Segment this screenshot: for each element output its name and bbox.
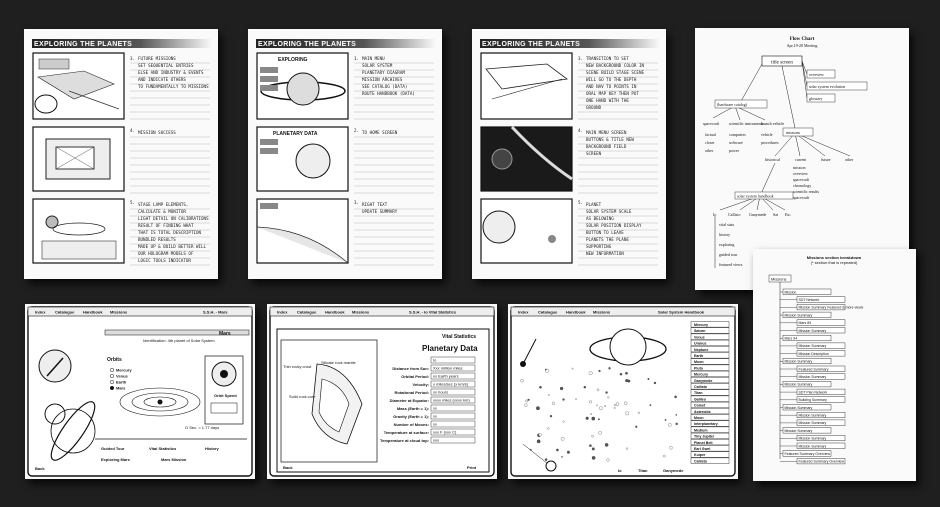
flowchart-mission-sub: spacecraft	[793, 195, 810, 200]
breakdown-node: Mars 94	[784, 336, 798, 341]
nav-index[interactable]: Index	[35, 309, 46, 315]
flowchart-handbook-child: Callisto	[728, 212, 741, 217]
planet-list-item[interactable]: Comet	[694, 403, 706, 408]
vital-row-label: Orbital Period:	[401, 374, 429, 379]
breakdown-node: Mission Summary	[784, 428, 813, 433]
storyboard-note-line: MAIN MENU	[362, 56, 385, 61]
planet-subheading: Identification: 4th planet of Solar System	[143, 338, 215, 343]
print-button[interactable]: Print	[467, 465, 477, 470]
flowchart-mission-child: current	[795, 157, 807, 162]
nav-handbook[interactable]: Handbook	[83, 309, 103, 315]
flowchart-subtitle: Apr.19-20 Meeting	[786, 43, 818, 48]
flowchart-node-launch: launch vehicle	[761, 121, 785, 126]
storyboard-note-line: BACKGROUND FIELD	[586, 144, 627, 149]
storyboard-note-line: OUR HOLOGRAM MODELS OF	[138, 251, 194, 256]
breakdown-nodes	[780, 289, 864, 464]
storyboard-1-art	[24, 29, 218, 279]
panel-label-planetary-data: PLANETARY DATA	[273, 131, 318, 137]
callout-mantle: Silicate rock mantle	[321, 360, 356, 365]
breakdown-node: Mission Summary	[798, 421, 827, 426]
orbit-speed-slider[interactable]	[211, 403, 237, 413]
storyboard-note-line: UPDATE SUMMARY	[362, 209, 398, 214]
flowchart-mission-sub: overview	[793, 171, 808, 176]
vital-row-value: xxxx miles (xxxx km)	[433, 397, 470, 403]
vital-row-label: Number of Moons:	[393, 422, 429, 427]
flowchart-handbook-child: Sat	[773, 212, 779, 217]
window-title: S.S.H. - Io Vital Statistics	[409, 309, 457, 315]
vital-row-value: xx	[433, 405, 437, 411]
panel-label-exploring: EXPLORING	[278, 57, 308, 63]
storyboard-note-line: MADE UP & BUILD BETTER WILL	[138, 244, 207, 249]
flowchart-title: Flow Chart	[789, 37, 815, 42]
window-title: Solar System Handbook	[658, 309, 705, 315]
vital-row-label: Mass (Earth = 1):	[396, 406, 429, 411]
vital-row-label: Distance from Sun:	[392, 366, 429, 371]
storyboard-note-line: ELSE AND INDUSTRY & EVENTS	[138, 70, 204, 75]
vital-row-label: Temperature at surface:	[383, 430, 429, 435]
breakdown-node: Mission Description	[798, 351, 829, 356]
vital-row-value: xx	[433, 421, 437, 427]
flowchart-handbook-sub: history	[719, 232, 731, 237]
storyboard-note-line: GROUND	[586, 105, 602, 110]
storyboard-note-line: SEE CATALOG (DATA)	[362, 84, 408, 89]
breakdown-node: Mission Summary	[784, 382, 813, 387]
storyboard-note-line: SOLAR SYSTEM	[362, 63, 393, 68]
panel-3-number: 5.	[578, 200, 584, 205]
breakdown-node: Mission Summary	[798, 413, 827, 418]
breakdown-node: Mission Summary	[784, 405, 813, 410]
callout-core: Solid rock core	[289, 394, 316, 399]
planet-list-item[interactable]: Pluto	[694, 366, 703, 371]
flowchart-node-evolution: solar system evolution	[809, 84, 845, 89]
panel-3-number: 5.	[130, 200, 136, 205]
vital-rows	[380, 357, 475, 443]
storyboard-note-line: TO HOME SCREEN	[362, 130, 398, 135]
flowchart-sub: power	[729, 148, 739, 153]
flowchart-node-instruments: scientific instruments	[729, 121, 764, 126]
breakdown-subtitle: (* section that is repeated)	[810, 260, 858, 265]
vital-row-label: Diameter at Equator:	[389, 398, 429, 403]
storyboard-note-line: RESULT OF FINDING WHAT	[138, 223, 194, 228]
storyboard-3-header: EXPLORING THE PLANETS	[482, 41, 581, 48]
storyboard-page-1[interactable]	[24, 29, 218, 279]
nav-catalogue[interactable]: Catalogue	[55, 309, 75, 315]
planet-list-item[interactable]: Asteroids	[694, 409, 711, 414]
panel-1-number: 1.	[354, 56, 360, 61]
flowchart-sub: software	[729, 140, 743, 145]
storyboard-note-line: SCREEN	[586, 151, 602, 156]
storyboard-note-line: WILL GO TO THE DEPTH	[586, 77, 637, 82]
flowchart-mission-child: historical	[765, 157, 780, 162]
breakdown-node: Mission Summary	[784, 313, 813, 318]
planet-list-item[interactable]: Moon	[694, 416, 704, 420]
vital-row-value: Xxx million miles	[433, 365, 463, 371]
flowchart-mission-sub: chronology	[793, 183, 812, 188]
panel-1-number: 3.	[578, 56, 584, 61]
flowchart-handbook-sub: featured views	[719, 262, 743, 267]
planet-list-item[interactable]: Medium	[694, 428, 708, 433]
vital-row-label: Rotational Period:	[394, 390, 429, 395]
breakdown-node: Featured Summary Overview	[798, 459, 845, 464]
flowchart-mission-child: other	[845, 157, 854, 162]
vital-row-label: Temperature at cloud top:	[379, 438, 429, 443]
planet-list-item[interactable]: Mercury	[694, 323, 708, 327]
storyboard-note-line: ROUTE HANDBOOK (DATA)	[362, 91, 415, 96]
breakdown-node: Mars 89	[798, 321, 812, 326]
mars-screen[interactable]	[25, 304, 255, 479]
link-history[interactable]: History	[205, 446, 219, 451]
planet-list-item[interactable]: Planet Belt	[694, 440, 713, 445]
breakdown-node: Mission Summary	[784, 359, 813, 364]
panel-2-number: 2.	[354, 128, 360, 133]
flowchart-sub: factual	[705, 132, 716, 137]
breakdown-node: Mission Summary	[798, 444, 827, 449]
flowchart-mission-sub: spacecraft	[793, 177, 810, 182]
vital-row-value: xx hours	[433, 389, 449, 395]
storyboard-note-line: PLANET	[586, 202, 602, 207]
panel-2-number: 4.	[130, 128, 136, 133]
storyboard-note-line: NEW BACKGROUND COLOR IN	[586, 63, 644, 68]
nav-index[interactable]: Index	[277, 309, 288, 315]
orbit-mars: Mars	[116, 385, 126, 391]
flowchart-sub: computers	[729, 132, 746, 137]
storyboard-note-line: ONE HAND WITH THE	[586, 98, 629, 103]
storyboard-note-line: BUTTONS & TITLE NEW	[586, 137, 634, 142]
nav-handbook[interactable]: Handbook	[566, 309, 586, 315]
storyboard-note-line: TO FUNDAMENTALLY TO MISSIONS	[138, 84, 209, 89]
vital-statistics-art	[267, 304, 497, 479]
breakdown-node: Mission Summary	[798, 375, 827, 379]
missions-breakdown-diagram	[753, 249, 916, 481]
breakdown-node: SDT Network	[798, 298, 820, 302]
back-button[interactable]: Back	[283, 465, 293, 470]
planet-list-item[interactable]: Venus	[694, 335, 705, 340]
planet-list-item[interactable]: Interplanetary	[694, 422, 718, 427]
storyboard-1-notes	[138, 56, 209, 263]
flowchart-handbook-child: Etc.	[785, 212, 792, 217]
flowchart-node-overview: overview	[809, 72, 824, 77]
flowchart-sub: closer	[705, 140, 715, 145]
back-button[interactable]: Back	[35, 466, 45, 471]
storyboard-note-line: SET SEQUENTIAL ENTRIES	[138, 63, 194, 68]
breakdown-root: Missions	[771, 276, 787, 282]
storyboard-note-line: RIGHT TEXT	[362, 202, 388, 207]
flowchart-handbook-sub: guided tour	[719, 252, 738, 257]
breakdown-node: Mission Summary Featured & more views	[798, 305, 864, 310]
flowchart-handbook-child: Io	[713, 212, 717, 217]
breakdown-node: Building Summary	[798, 398, 827, 403]
breakdown-node: Featured Summary Overview	[784, 452, 831, 456]
planet-list-item[interactable]: Saturn	[694, 329, 706, 334]
flowchart-node-glossary: glossary	[809, 96, 823, 101]
storyboard-note-line: AND INDICATE OTHERS	[138, 77, 186, 82]
panel-2-number: 4.	[578, 128, 584, 133]
planet-list-item[interactable]: Uranus	[694, 341, 707, 346]
planet-list-item[interactable]: Kuiper	[694, 453, 706, 458]
storyboard-note-line: PLANETS THE PLANE	[586, 237, 629, 242]
vital-row-label: Velocity:	[412, 382, 429, 387]
vital-row-value: xxx F (xxx C)	[433, 429, 457, 435]
flowchart-sub: other	[705, 148, 714, 153]
storyboard-note-line: PLANETARY DIAGRAM	[362, 70, 405, 75]
storyboard-note-line: ORAL MAP KEY THEN PUT	[586, 91, 639, 96]
nav-catalogue[interactable]: Catalogue	[538, 309, 558, 315]
flowchart-mission-child: future	[821, 157, 831, 162]
storyboard-note-line: AND NAV TO POINTS IN	[586, 84, 637, 89]
orbit-venus: Venus	[116, 373, 128, 379]
link-exploring-mars[interactable]: Exploring Mars	[101, 457, 130, 462]
storyboard-note-line: SOLAR SYSTEM SCALE	[586, 209, 632, 214]
storyboard-note-line: LIGHT DETAIL ON CALIBRATIONS	[138, 216, 209, 221]
nav-missions[interactable]: Missions	[593, 309, 611, 315]
flowchart-mission-sub: scientific results	[793, 189, 820, 194]
nav-missions[interactable]: Missions	[352, 309, 370, 315]
storyboard-2-notes	[362, 56, 415, 214]
tab-vital-statistics[interactable]: Vital Statistics	[442, 334, 477, 340]
storyboard-note-line: TRANSITION TO SET	[586, 56, 629, 61]
flowchart-node-spacecraft: spacecraft	[703, 121, 720, 126]
storyboard-note-line: STAGE LAMP ELEMENTS,	[138, 202, 189, 207]
flowchart-node-missions: missions	[786, 130, 801, 135]
storyboard-note-line: LOGIC TOOLS INDICATOR	[138, 258, 191, 263]
planet-list-item[interactable]: Titan	[694, 391, 703, 396]
storyboard-2-art	[248, 29, 442, 279]
storyboard-note-line: MAIN MENU SCREEN	[586, 130, 627, 135]
storyboard-note-line: FUTURE MISSIONS	[138, 56, 176, 61]
planet-list-item[interactable]: Galileo	[694, 397, 706, 402]
solar-handbook-art	[508, 304, 738, 479]
storyboard-1-header: EXPLORING THE PLANETS	[34, 41, 133, 48]
storyboard-3-notes	[586, 56, 644, 256]
orbit-readout: O Sec. = 1.77 days	[185, 425, 220, 430]
flowchart-handbook-sub: vital stats	[719, 222, 735, 227]
vital-row-value: Io	[433, 357, 437, 363]
orbit-speed-label: Orbit Speed	[214, 393, 237, 398]
storyboard-note-line: MISSION SUCCESS	[138, 130, 176, 135]
storyboard-note-line: CALCULATE & MONITOR	[138, 209, 186, 214]
vital-row-label: Gravity (Earth = 1):	[393, 414, 429, 419]
planet-list-item[interactable]: Callisto	[694, 459, 707, 464]
vital-row-value: x miles/sec (x km/s)	[433, 381, 469, 387]
breakdown-node: Mission Summary	[798, 344, 827, 349]
storyboard-2-header: EXPLORING THE PLANETS	[258, 41, 357, 48]
link-vital-statistics[interactable]: Vital Statistics	[149, 446, 177, 451]
flowchart-node-hardware: (hardware catalog)	[717, 102, 748, 107]
storyboard-page-2[interactable]	[248, 29, 442, 279]
bottom-ganymede[interactable]: Ganymede	[663, 468, 684, 473]
link-guided-tour[interactable]: Guided Tour	[101, 446, 125, 451]
breakdown-node: Mission	[784, 290, 797, 295]
bottom-titan[interactable]: Titan	[638, 468, 648, 473]
breakdown-node: Featured Summary	[798, 367, 829, 372]
planet-heading: Mars	[219, 331, 231, 337]
callout-crust: Thin rocky crust	[283, 364, 312, 369]
breakdown-node: Mission Summary	[798, 328, 827, 333]
nav-handbook[interactable]: Handbook	[325, 309, 345, 315]
breakdown-title: Missions section breakdown	[806, 255, 862, 260]
solar-handbook-screen[interactable]	[508, 304, 738, 479]
breakdown-node: SDT Plan Network	[798, 390, 828, 395]
breakdown-node: Mission Summary	[798, 436, 827, 441]
flowchart-handbook-child: Ganymede	[749, 212, 767, 217]
orbit-earth: Earth	[116, 379, 127, 385]
storyboard-note-line: BUNDLED RESULTS	[138, 237, 176, 242]
planet-list-item[interactable]: Tiny Jupiter	[694, 434, 715, 439]
storyboard-note-line: SOLAR POSITION DISPLAY	[586, 223, 642, 228]
flowchart-sub: procedures	[761, 140, 779, 145]
flowchart-node-handbook: solar system handbook	[737, 193, 774, 199]
planet-list-item[interactable]: Moon	[694, 360, 704, 365]
flowchart-handbook-sub: exploring	[719, 242, 735, 247]
storyboard-note-line: AS BELOWING	[586, 216, 614, 221]
storyboard-note-line: SCENE BUILD STAGE SCENE	[586, 70, 644, 75]
nav-index[interactable]: Index	[518, 309, 529, 315]
planet-list-item[interactable]: Ganymede	[694, 378, 713, 383]
storyboard-3-art	[472, 29, 666, 279]
flowchart-mission-sub: mission	[793, 165, 806, 170]
planet-list-item[interactable]: Neptune	[694, 347, 709, 352]
nav-missions[interactable]: Missions	[110, 309, 128, 315]
flowchart-sub: vehicle	[761, 132, 773, 137]
storyboard-page-3[interactable]	[472, 29, 666, 279]
window-title: S.S.H. - Mars	[203, 309, 228, 315]
panel-1-number: 3.	[130, 56, 136, 61]
mars-screen-art	[25, 304, 255, 479]
vital-row-value: xx Earth years	[433, 373, 459, 379]
missions-breakdown-page[interactable]	[753, 249, 916, 481]
storyboard-note-line: NEW INFORMATION	[586, 251, 624, 256]
vital-row-value: xxx	[433, 437, 439, 443]
panel-3-number: 3.	[354, 200, 360, 205]
storyboard-note-line: SUPPORTING	[586, 244, 612, 249]
link-mars-mission[interactable]: Mars Mission	[161, 457, 187, 462]
planet-list-item[interactable]: Earth	[694, 354, 704, 358]
planetary-data-heading: Planetary Data	[422, 344, 478, 353]
planet-list-item[interactable]: Mercury	[694, 372, 708, 377]
planet-list-item[interactable]: Callisto	[694, 385, 707, 389]
storyboard-note-line: THAT IS TOTAL DESCRIPTION	[138, 230, 202, 235]
flowchart-root: title screen	[771, 60, 793, 66]
storyboard-note-line: MISSION ARCHIVES	[362, 77, 403, 82]
storyboard-note-line: BUTTON TO LEAVE	[586, 230, 624, 235]
planet-list[interactable]	[691, 322, 729, 464]
bottom-io[interactable]: Io	[618, 468, 622, 473]
orbit-mercury: Mercury	[116, 367, 132, 373]
planet-list-item[interactable]: Earl Gwel	[694, 447, 711, 451]
nav-catalogue[interactable]: Catalogue	[297, 309, 317, 315]
orbits-label: Orbits	[107, 357, 122, 363]
vital-row-value: xx	[433, 413, 437, 419]
orbit-radio-mars[interactable]	[110, 386, 114, 390]
vital-statistics-screen[interactable]	[267, 304, 497, 479]
